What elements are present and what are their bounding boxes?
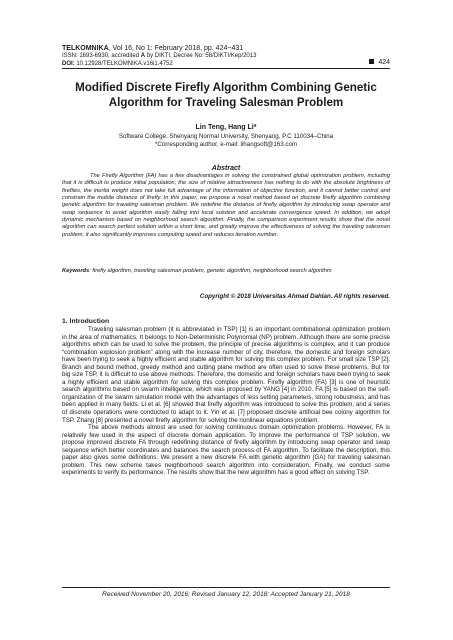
doi-line: DOI: 10.12928/TELKOMNIKA.v16i1.4752 bbox=[62, 60, 173, 67]
header-rule bbox=[62, 68, 390, 69]
abstract-heading: Abstract bbox=[211, 165, 241, 172]
journal-citation: TELKOMNIKA, Vol 16, No 1: February 2018, pp. 424~431 bbox=[62, 45, 244, 52]
paper-title: Modified Discrete Firefly Algorithm Combining Genetic Algorithm for Traveling Salesman Problem bbox=[75, 81, 377, 109]
received-dates: Received November 20, 2016; Revised January 12, 2018; Accepted January 21, 2018 bbox=[102, 591, 350, 598]
affiliation: Software College, Shenyang Normal University, Shenyang, P.C 110034–China *Corresponding author, e-mail: lihangsoft@163.com bbox=[118, 133, 334, 148]
copyright: Copyright © 2018 Universitas Ahmad Dahlan. All rights reserved. bbox=[199, 293, 390, 300]
paragraph: Traveling salesman problem (it is abbreviated in TSP) [1] is an important combinational optimization problem in the area of mathematics. It belongs to Non-Deterministic Polynomial (NP) problem. Although there are some precise algorithms which can be used to solve the problem, the principle of precise algorithms is complex, and it can produce “combination explosion problem” along with the increase number of city, therefore, the domestic and foreign scholars have been trying to seek a highly efficient and stable algorithm for solving this complex problem. For small size TSP [2], Branch and bound method, greedy method and cutting plane method are often used to solve these problems. But for big size TSP, it is difficult to use above methods. Therefore, the domestic and foreign scholars have been trying to seek a highly efficient and stable algorithm for solving this complex problem. Firefly algorithm (FA) [3] is one of heuristic search algorithms based on swarm intelligence, which was proposed by YANG [4] in 2010. FA [5] is based on the self-organization of the swarm simulation model with the advantages of less setting parameters, strong robustness, and has been applied in many fields. Li et al. [6] showed that firefly algorithm was introduced to solve this problem, and a series of discrete operations were conducted to adapt to it. Yin et al. [7] proposed discrete artificial bee colony algorithm for TSP. Zhang [8] presented a novel firefly algorithm for solving the nonlinear equations problem. bbox=[62, 326, 390, 424]
section-heading-introduction: 1. Introduction bbox=[62, 318, 110, 325]
square-bullet-icon bbox=[369, 59, 374, 64]
page-number: 424 bbox=[369, 59, 390, 66]
journal-header bbox=[62, 44, 392, 68]
introduction-body bbox=[62, 326, 390, 477]
footer-rule bbox=[62, 587, 390, 588]
issn-line: ISSN: 1693-6930, accredited A by DIKTI, Decree No: 58/DIKTI/Kep/2013 bbox=[62, 53, 257, 59]
abstract-body: The Firefly Algorithm (FA) has a few disadvantages in solving the constrained global optimization problem, including that it is difficult to produce initial population, the size of relative attractiveness has nothing to do with the absolute brightness of fireflies, the inertia weight does not take full advantage of the information of objective function, and it cannot better control and constrain the mobile distance of firefly. In this paper, we propose a novel method based on discrete firefly algorithm combining genetic algorithm for traveling salesman problem. We redefine the distance of firefly algorithm by introducing swap operator and swap sequence to avoid algorithm easily falling into local solution and accelerate convergence speed. In addition, we adopt dynamic mechanism based on neighborhood search algorithm. Finally, the comparison experiment results show that the novel algorithm can search perfect solution within a short time, and greatly improve the effectiveness of solving the traveling salesman problem, it also significantly improves computing speed and reduces iteration number. bbox=[62, 173, 390, 238]
authors: Lin Teng, Hang Li* bbox=[195, 124, 257, 131]
paragraph: The above methods almost are used for solving continuous domain optimization problems. However, FA is relatively few used in the aspect of discrete domain application. To improve the performance of TSP solution, we propose improved discrete FA through redefining distance of firefly algorithm by introducing swap operator and swap sequence which better coordinates and balances the search process of FA algorithm. To facilitate the description, this paper also gives some definitions. We present a new discrete FA with genetic algorithm (GA) for traveling salesman problem. This new scheme takes neighborhood search algorithm into consideration. Finally, we conduct some experiments to verify its performance. The results show that the new algorithm has a good effect on solving TSP. bbox=[62, 424, 390, 477]
keywords: Keywords: firefly algorithm, traveling salesman problem, genetic algorithm, neighborhood search algorithm bbox=[62, 268, 332, 274]
